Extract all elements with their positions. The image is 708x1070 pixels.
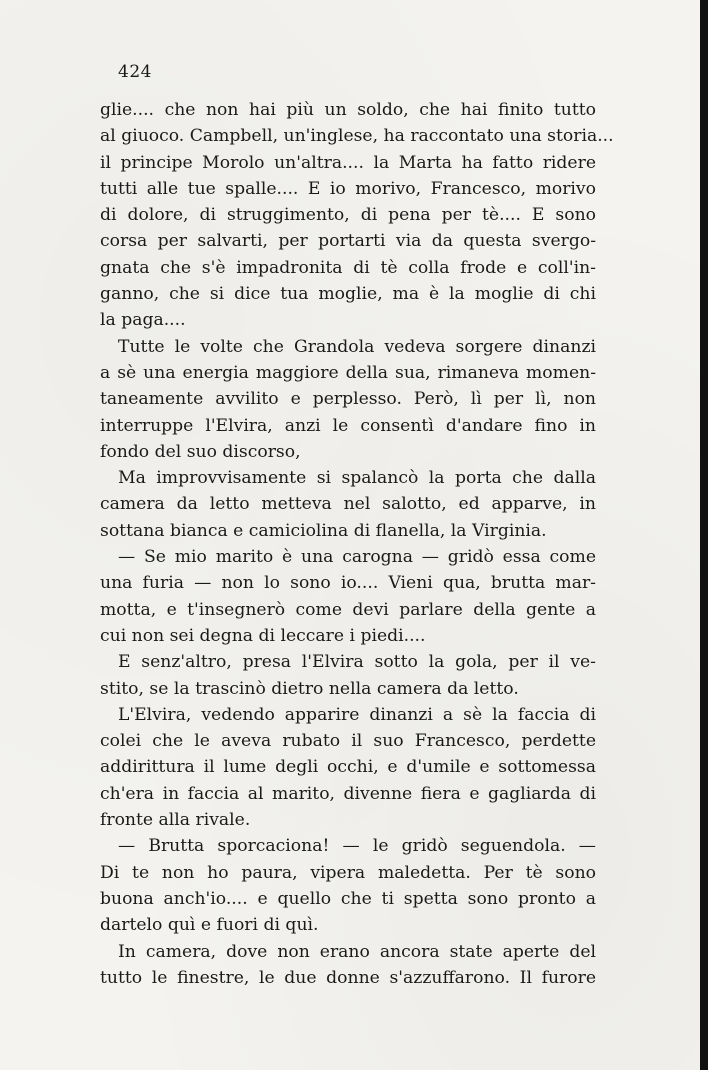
text-line: E senz'altro, presa l'Elvira sotto la gola, per il ve- bbox=[118, 652, 596, 673]
text-line: sottana bianca e camiciolina di flanella, la Virginia. bbox=[100, 520, 547, 541]
body-text bbox=[100, 97, 614, 991]
text-line: una furia — non lo sono io.... Vieni qua, brutta mar- bbox=[100, 573, 596, 594]
text-line: camera da letto metteva nel salotto, ed apparve, in bbox=[100, 494, 596, 515]
text-line: corsa per salvarti, per portarti via da questa svergo- bbox=[100, 231, 596, 252]
text-line: ganno, che si dice tua moglie, ma è la moglie di chi bbox=[100, 284, 596, 305]
text-line: Ma improvvisamente si spalancò la porta che dalla bbox=[118, 468, 596, 489]
text-line: tutti alle tue spalle.... E io morivo, Francesco, morivo bbox=[100, 178, 596, 199]
text-line: buona anch'io.... e quello che ti spetta sono pronto a bbox=[100, 888, 596, 909]
text-line: la paga.... bbox=[100, 310, 186, 331]
text-line: gnata che s'è impadronita di tè colla frode e coll'in- bbox=[100, 257, 596, 278]
text-line: dartelo quì e fuori di quì. bbox=[100, 915, 319, 936]
text-line: di dolore, di struggimento, di pena per tè.... E sono bbox=[100, 205, 596, 226]
text-line: il principe Morolo un'altra.... la Marta ha fatto ridere bbox=[100, 152, 596, 173]
text-line: fronte alla rivale. bbox=[100, 810, 251, 831]
text-line: addirittura il lume degli occhi, e d'umile e sottomessa bbox=[100, 757, 596, 778]
text-line: In camera, dove non erano ancora state aperte del bbox=[118, 941, 596, 962]
text-line: — Se mio marito è una carogna — gridò essa come bbox=[118, 547, 596, 568]
text-line: taneamente avvilito e perplesso. Però, lì per lì, non bbox=[100, 389, 596, 410]
text-line: fondo del suo discorso, bbox=[100, 441, 301, 462]
page-number: 424 bbox=[118, 62, 152, 82]
text-line: ch'era in faccia al marito, divenne fiera e gagliarda di bbox=[100, 783, 596, 804]
text-line: interruppe l'Elvira, anzi le consentì d'andare fino in bbox=[100, 415, 596, 436]
text-line: stito, se la trascinò dietro nella camera da letto. bbox=[100, 678, 519, 699]
text-line: cui non sei degna di leccare i piedi.... bbox=[100, 625, 426, 646]
text-line: Di te non ho paura, vipera maledetta. Per tè sono bbox=[100, 862, 596, 883]
text-line: — Brutta sporcaciona! — le gridò seguendola. — bbox=[118, 836, 596, 857]
text-line: tutto le finestre, le due donne s'azzuffarono. Il furore bbox=[100, 967, 596, 988]
text-line: Tutte le volte che Grandola vedeva sorgere dinanzi bbox=[118, 336, 596, 357]
text-line: L'Elvira, vedendo apparire dinanzi a sè la faccia di bbox=[118, 704, 596, 725]
text-line: colei che le aveva rubato il suo Francesco, perdette bbox=[100, 731, 596, 752]
text-line: glie.... che non hai più un soldo, che hai finito tutto bbox=[100, 100, 596, 120]
scan-edge-border bbox=[700, 0, 708, 1070]
text-line: al giuoco. Campbell, un'inglese, ha raccontato una storia... bbox=[100, 126, 614, 147]
text-line: a sè una energia maggiore della sua, rimaneva momen- bbox=[100, 362, 596, 383]
text-line: motta, e t'insegnerò come devi parlare della gente a bbox=[100, 599, 596, 620]
